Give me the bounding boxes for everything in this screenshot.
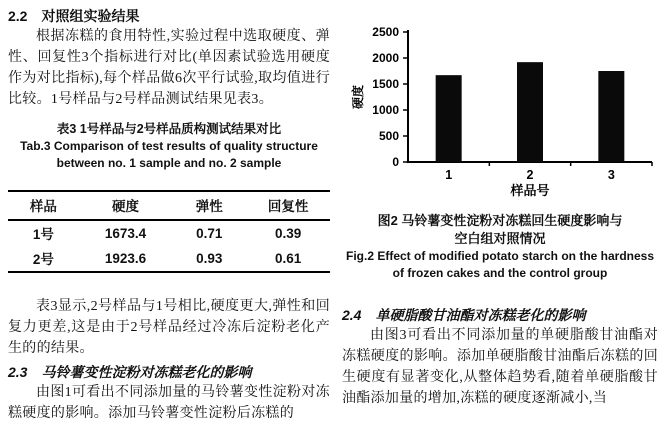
figure2-caption-zh-line2: 空白组对照情况 — [454, 231, 546, 246]
table-cell: 1923.6 — [104, 250, 147, 266]
right-column — [342, 6, 658, 409]
figure2-chart-svg — [342, 22, 658, 212]
chart-bar — [517, 62, 543, 162]
table-header-resilience: 回复性 — [246, 191, 330, 220]
section-title: 对照组实验结果 — [41, 8, 140, 24]
figure2-caption-en-line1: Fig.2 Effect of modified potato starch on the hardness — [345, 249, 655, 263]
chart-bar — [436, 75, 462, 162]
table-cell: 0.71 — [196, 225, 223, 241]
table-row — [8, 246, 330, 272]
table-header-springiness: 弹性 — [172, 191, 246, 220]
left-column — [8, 6, 330, 421]
section-title: 马铃薯变性淀粉对冻糕老化的影响 — [41, 364, 252, 380]
x-tick-label: 3 — [607, 168, 615, 182]
figure2-caption-en-line2: of frozen cakes and the control group — [392, 266, 608, 280]
table-cell: 1673.4 — [104, 225, 147, 241]
paragraph-glyceride-effect: 由图3可看出不同添加量的单硬脂酸甘油酯对冻糕硬度的影响。添加单硬脂酸甘油酯后冻糕的回生硬度有显著变化,从整体趋势看,随着单硬脂酸甘油酯添加量的增加,冻糕的硬度逐渐减小,当 — [342, 328, 658, 406]
table-header-sample: 样品 — [8, 191, 79, 220]
table-header-hardness: 硬度 — [79, 191, 172, 220]
table-cell: 0.93 — [196, 250, 223, 266]
paragraph-experiment-method: 根据冻糕的食用特性,实验过程中选取硬度、弹性、回复性3个指标进行对比(单因素试验选用硬度作为对比指标),每个样品做6次平行试验,取均值进行比较。1号样品与2号样品测试结果见表3。 — [8, 29, 330, 107]
table-cell: 0.39 — [274, 225, 302, 241]
y-tick-label: 2000 — [372, 51, 399, 65]
section-number: 2.4 — [342, 307, 362, 323]
x-tick-label: 1 — [445, 168, 453, 182]
table-cell: 0.61 — [274, 250, 302, 266]
figure2-caption-zh-line1: 图2 马铃薯变性淀粉对冻糕回生硬度影响与 — [377, 213, 623, 228]
table-cell: 2号 — [32, 252, 54, 267]
section-heading-2-3 — [8, 362, 330, 382]
y-tick-label: 0 — [392, 155, 399, 169]
x-tick-label: 2 — [526, 168, 534, 182]
y-axis-title: 硬度 — [351, 84, 365, 110]
section-number: 2.3 — [8, 364, 28, 380]
paragraph-table-discussion: 表3显示,2号样品与1号相比,硬度更大,弹性和回复力更差,这是由于2号样品经过冷冻后淀粉老化产生的的结果。 — [8, 299, 330, 356]
table3-caption-en-line2: between no. 1 sample and no. 2 sample — [56, 156, 282, 170]
table-row — [8, 220, 330, 246]
table3-caption-en-line1: Tab.3 Comparison of test results of quality structure — [20, 139, 318, 153]
y-tick-label: 1000 — [372, 103, 399, 117]
y-tick-label: 1500 — [372, 77, 399, 91]
table3-caption-zh: 表3 1号样品与2号样品质构测试结果对比 — [56, 122, 282, 136]
paragraph-starch-effect: 由图1可看出不同添加量的马铃薯变性淀粉对冻糕硬度的影响。添加马铃薯变性淀粉后冻糕的 — [8, 385, 330, 421]
results-table — [8, 190, 330, 273]
x-axis-title: 样品号 — [510, 183, 550, 198]
figure2-bar-chart — [342, 22, 658, 212]
section-number: 2.2 — [8, 8, 28, 24]
table-cell: 1号 — [32, 227, 54, 242]
section-title: 单硬脂酸甘油酯对冻糕老化的影响 — [375, 307, 586, 323]
table-header-row — [8, 191, 330, 220]
chart-bar — [598, 71, 624, 162]
section-heading-2-2 — [8, 6, 330, 26]
y-tick-label: 500 — [378, 129, 399, 143]
y-tick-label: 2500 — [372, 25, 399, 39]
section-heading-2-4 — [342, 305, 658, 325]
